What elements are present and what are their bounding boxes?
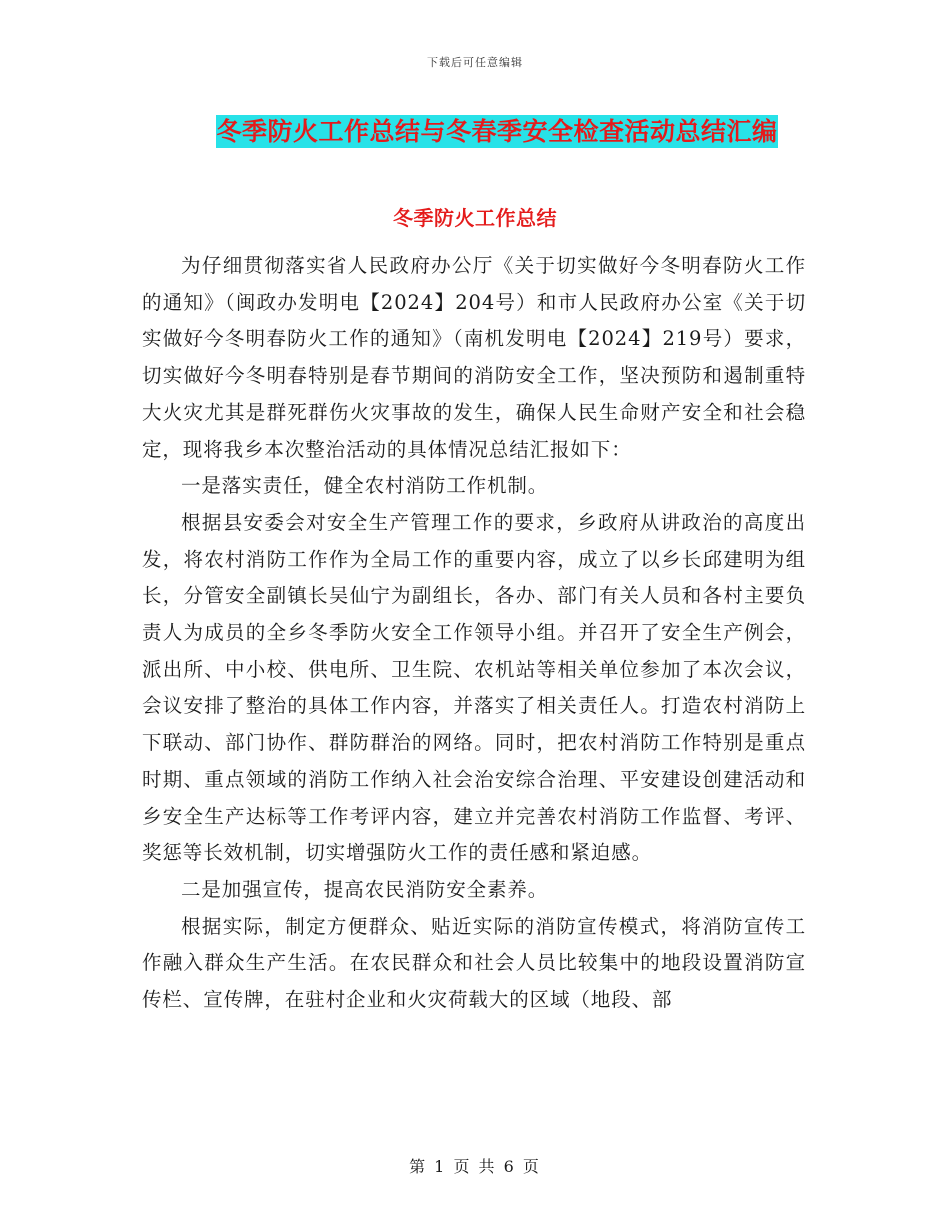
paragraph: 一是落实责任，健全农村消防工作机制。 (181, 474, 549, 498)
body-text (142, 248, 806, 1019)
paragraph: 为仔细贯彻落实省人民政府办公厅《关于切实做好今冬明春防火工作的通知》（闽政办发明电【2024】204号）和市人民政府办公室《关于切实做好今冬明春防火工作的通知》（南机发明电【2024】219号）要求，切实做好今冬明春特别是春节期间的消防安全工作，坚决预防和遏制重特大火灾尤其是群死群伤火灾事故的发生，确保人民生命财产安全和社会稳定，现将我乡本次整治活动的具体情况总结汇报如下： (142, 254, 806, 461)
main-title (0, 112, 950, 148)
paragraph: 根据实际，制定方便群众、贴近实际的消防宣传模式，将消防宣传工作融入群众生产生活。在农民群众和社会人员比较集中的地段设置消防宣传栏、宣传牌，在驻村企业和火灾荷载大的区域（地段、部 (142, 914, 806, 1012)
header-note: 下载后可任意编辑 (427, 56, 523, 69)
main-title-text: 冬季防火工作总结与冬春季安全检查活动总结汇编 (216, 117, 778, 146)
page-footer: 第 1 页 共 6 页 (409, 1157, 541, 1176)
paragraph: 二是加强宣传，提高农民消防安全素养。 (181, 877, 549, 901)
section-title: 冬季防火工作总结 (393, 206, 557, 230)
paragraph: 根据县安委会对安全生产管理工作的要求，乡政府从讲政治的高度出发，将农村消防工作作为全局工作的重要内容，成立了以乡长邱建明为组长，分管安全副镇长吴仙宁为副组长，各办、部门有关人员和各村主要负责人为成员的全乡冬季防火安全工作领导小组。并召开了安全生产例会，派出所、中小校、供电所、卫生院、农机站等相关单位参加了本次会议，会议安排了整治的具体工作内容，并落实了相关责任人。打造农村消防上下联动、部门协作、群防群治的网络。同时，把农村消防工作特别是重点时期、重点领域的消防工作纳入社会治安综合治理、平安建设创建活动和乡安全生产达标等工作考评内容，建立并完善农村消防工作监督、考评、奖惩等长效机制，切实增强防火工作的责任感和紧迫感。 (142, 510, 806, 865)
